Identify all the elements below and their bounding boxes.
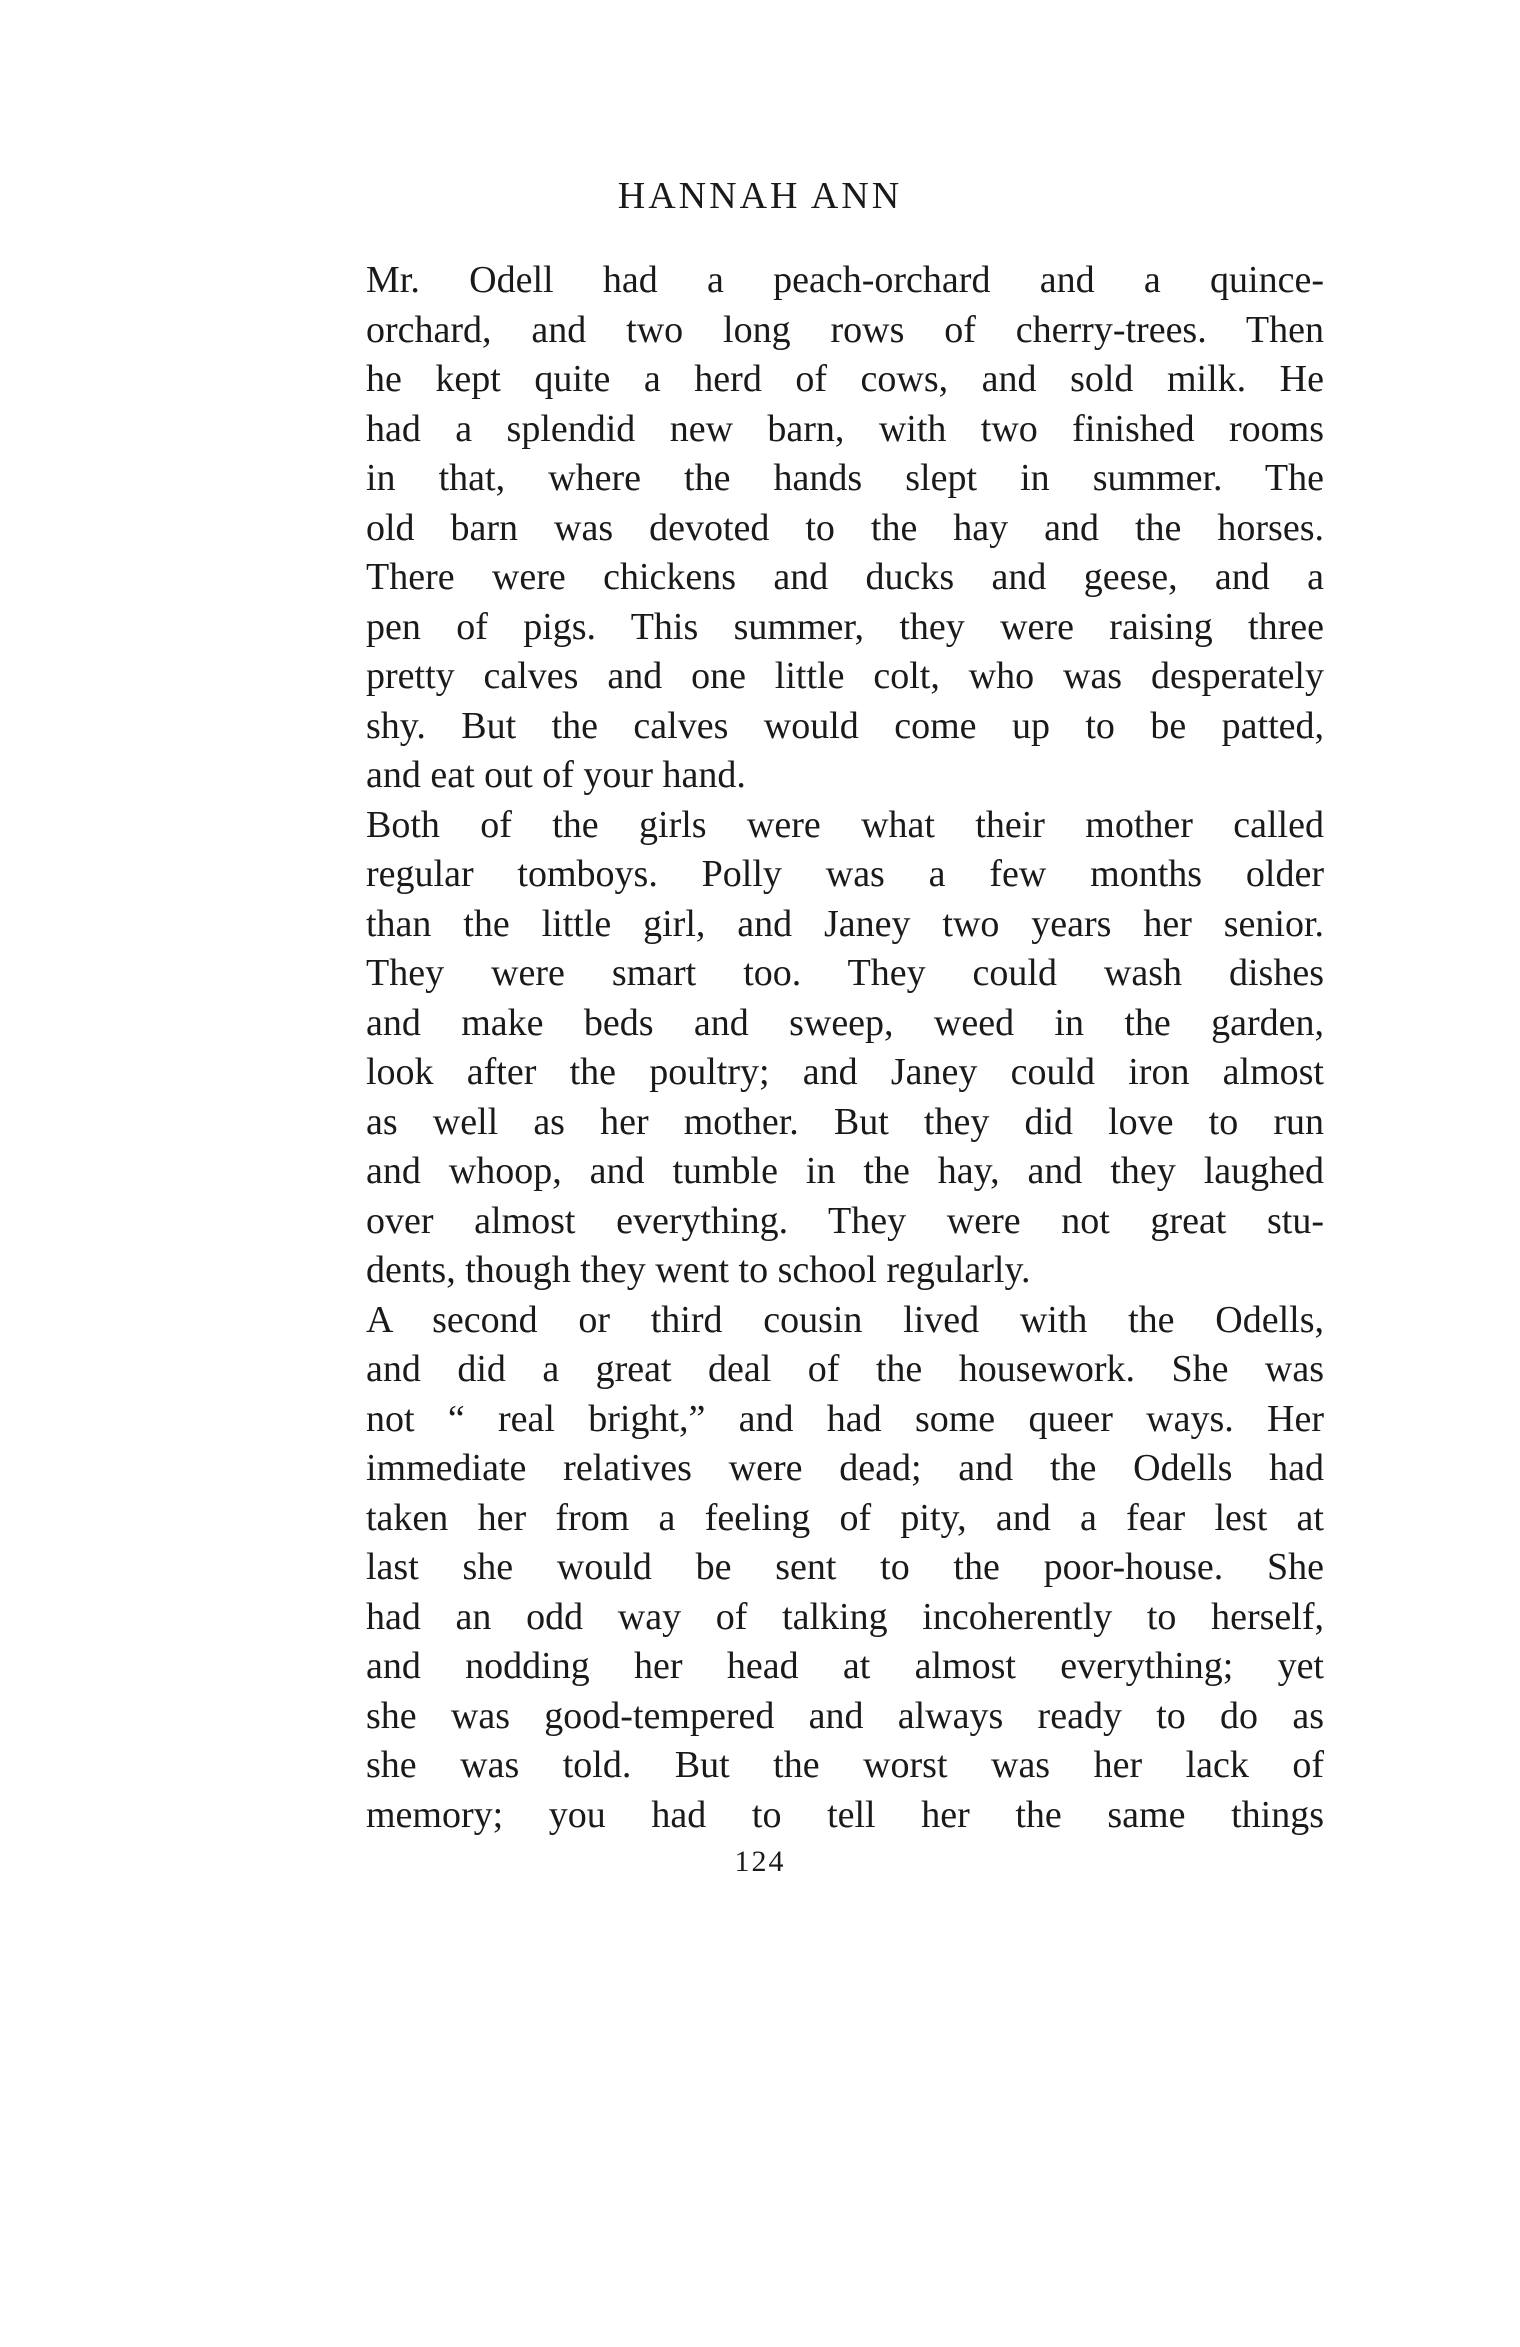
text-line: not “ real bright,” and had some queer ways. Her [366, 1397, 1324, 1440]
text-line: old barn was devoted to the hay and the horses. [366, 506, 1324, 549]
text-line: A second or third cousin lived with the Odells, [366, 1298, 1324, 1341]
text-line: orchard, and two long rows of cherry-trees. Then [366, 308, 1324, 351]
text-line: and make beds and sweep, weed in the garden, [366, 1001, 1324, 1044]
text-line: Both of the girls were what their mother called [366, 803, 1324, 846]
text-line: she was good-tempered and always ready to do as [366, 1694, 1324, 1737]
page-number: 124 [734, 1845, 786, 1878]
text-line: dents, though they went to school regularly. [366, 1249, 1031, 1291]
text-line: memory; you had to tell her the same things [366, 1793, 1324, 1836]
text-line: and eat out of your hand. [366, 754, 746, 796]
text-line: than the little girl, and Janey two years her senior. [366, 902, 1324, 945]
text-line: last she would be sent to the poor-house. She [366, 1546, 1324, 1588]
text-line: in that, where the hands slept in summer. The [366, 457, 1324, 499]
text-line: taken her from a feeling of pity, and a fear lest at [366, 1496, 1324, 1539]
text-line: had a splendid new barn, with two finished rooms [366, 407, 1324, 450]
text-line: had an odd way of talking incoherently to herself, [366, 1595, 1324, 1638]
body-text [366, 256, 1324, 1840]
text-line: There were chickens and ducks and geese, and a [366, 556, 1324, 598]
text-line: as well as her mother. But they did love to run [366, 1100, 1324, 1143]
text-line: pretty calves and one little colt, who was desperately [366, 655, 1324, 697]
text-line: look after the poultry; and Janey could iron almost [366, 1051, 1324, 1093]
text-line: They were smart too. They could wash dishes [366, 952, 1324, 994]
text-line: regular tomboys. Polly was a few months older [366, 853, 1324, 895]
running-head: HANNAH ANN [617, 175, 903, 217]
text-line: pen of pigs. This summer, they were raising three [366, 605, 1324, 648]
text-line: he kept quite a herd of cows, and sold milk. He [366, 358, 1324, 400]
text-line: and did a great deal of the housework. She was [366, 1348, 1324, 1390]
text-line: and whoop, and tumble in the hay, and they laughed [366, 1150, 1324, 1192]
text-line: immediate relatives were dead; and the Odells had [366, 1447, 1324, 1489]
text-line: over almost everything. They were not great stu- [366, 1199, 1324, 1242]
text-line: shy. But the calves would come up to be patted, [366, 704, 1324, 747]
text-line: and nodding her head at almost everything; yet [366, 1645, 1324, 1687]
text-line: she was told. But the worst was her lack of [366, 1744, 1324, 1786]
text-line: Mr. Odell had a peach-orchard and a quince- [366, 259, 1324, 301]
